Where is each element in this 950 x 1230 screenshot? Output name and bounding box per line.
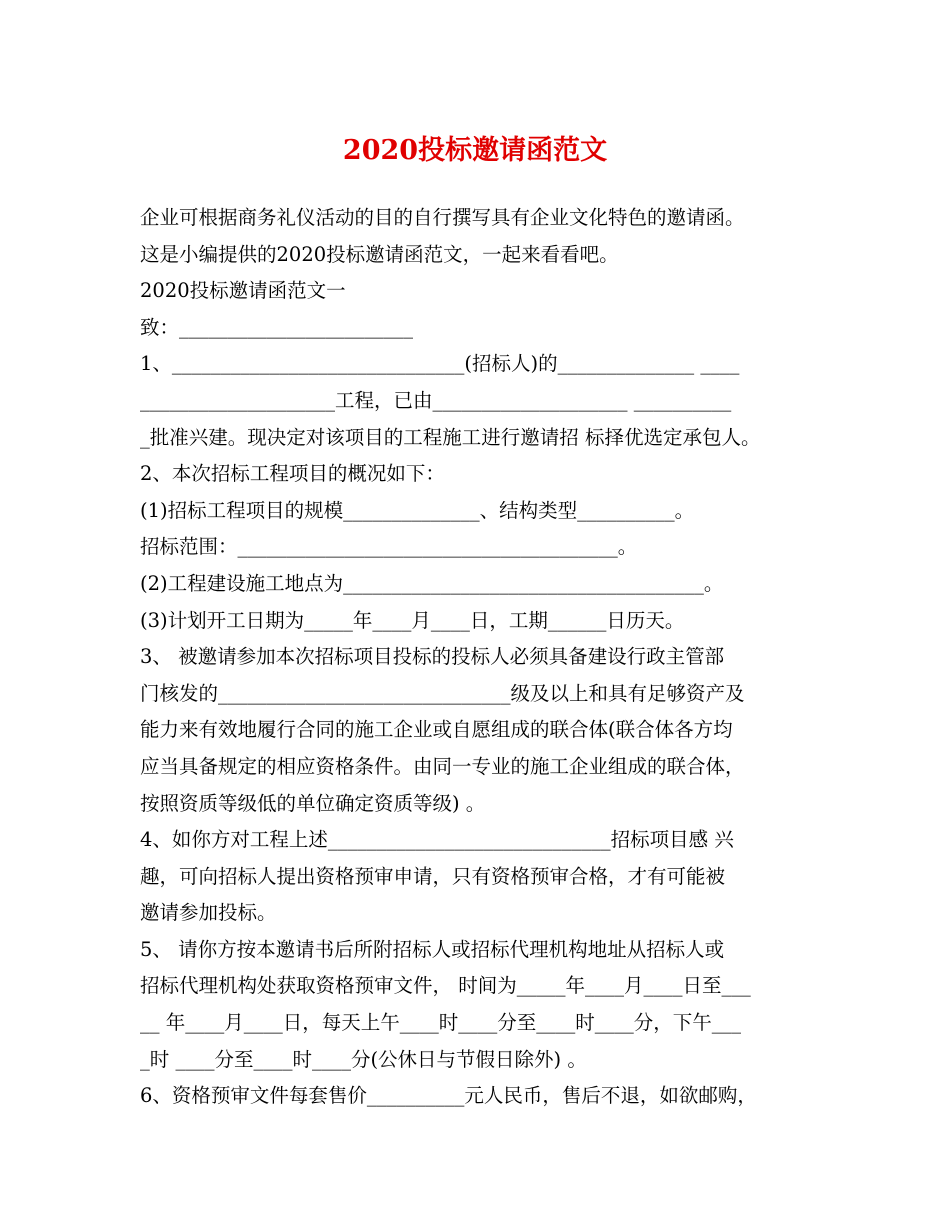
body-line: 3、 被邀请参加本次招标项目投标的投标人必须具备建设行政主管部 — [140, 645, 725, 669]
body-line: 2、本次招标工程项目的概况如下： — [140, 462, 445, 486]
body-line: 4、如你方对工程上述_____________________________招标项目感 兴 — [140, 828, 734, 852]
body-line: 门核发的______________________________级及以上和具有足够资产及 — [140, 681, 745, 705]
body-line: (1)招标工程项目的规模______________、结构类型__________。 — [140, 498, 695, 522]
body-line: 企业可根据商务礼仪活动的目的自行撰写具有企业文化特色的邀请函。 — [140, 206, 745, 229]
body-line: 致：________________________ — [140, 315, 414, 339]
body-line: _时 ____分至____时____分(公休日与节假日除外) 。 — [140, 1047, 587, 1071]
body-line: 能力来有效地履行合同的施工企业或自愿组成的联合体(联合体各方均 — [140, 718, 733, 742]
body-line: __ 年____月____日，每天上午____时____分至____时____分，下午___ — [140, 1011, 741, 1035]
body-line: 这是小编提供的2020投标邀请函范文，一起来看看吧。 — [140, 242, 619, 266]
body-line: 6、资格预审文件每套售价__________元人民币，售后不退，如欲邮购， — [140, 1084, 757, 1108]
body-line: 招标代理机构处获取资格预审文件， 时间为_____年____月____日至___ — [140, 974, 751, 998]
document-title: 2020投标邀请函范文 — [342, 135, 608, 166]
body-line: 应当具备规定的相应资格条件。由同一专业的施工企业组成的联合体， — [140, 754, 745, 778]
body-line: (2)工程建设施工地点为_____________________________________。 — [140, 571, 724, 595]
body-line: 招标范围：_______________________________________。 — [140, 535, 638, 559]
body-line: ____________________工程，已由____________________ __________ — [140, 388, 732, 412]
body-line: 1、______________________________(招标人)的______________ ____ — [140, 352, 740, 376]
body-line: (3)计划开工日期为_____年____月____日，工期______日历天。 — [140, 608, 685, 632]
body-line: _批准兴建。现决定对该项目的工程施工进行邀请招 标择优选定承包人。 — [140, 425, 761, 449]
body-line: 邀请参加投标。 — [140, 901, 277, 925]
body-line: 按照资质等级低的单位确定资质等级) 。 — [140, 791, 486, 815]
section-heading: 2020投标邀请函范文一 — [140, 279, 346, 303]
body-line: 5、 请你方按本邀请书后所附招标人或招标代理机构地址从招标人或 — [140, 937, 725, 961]
body-line: 趣，可向招标人提出资格预审申请，只有资格预审合格，才有可能被 — [140, 864, 726, 888]
document-body — [140, 200, 830, 1115]
